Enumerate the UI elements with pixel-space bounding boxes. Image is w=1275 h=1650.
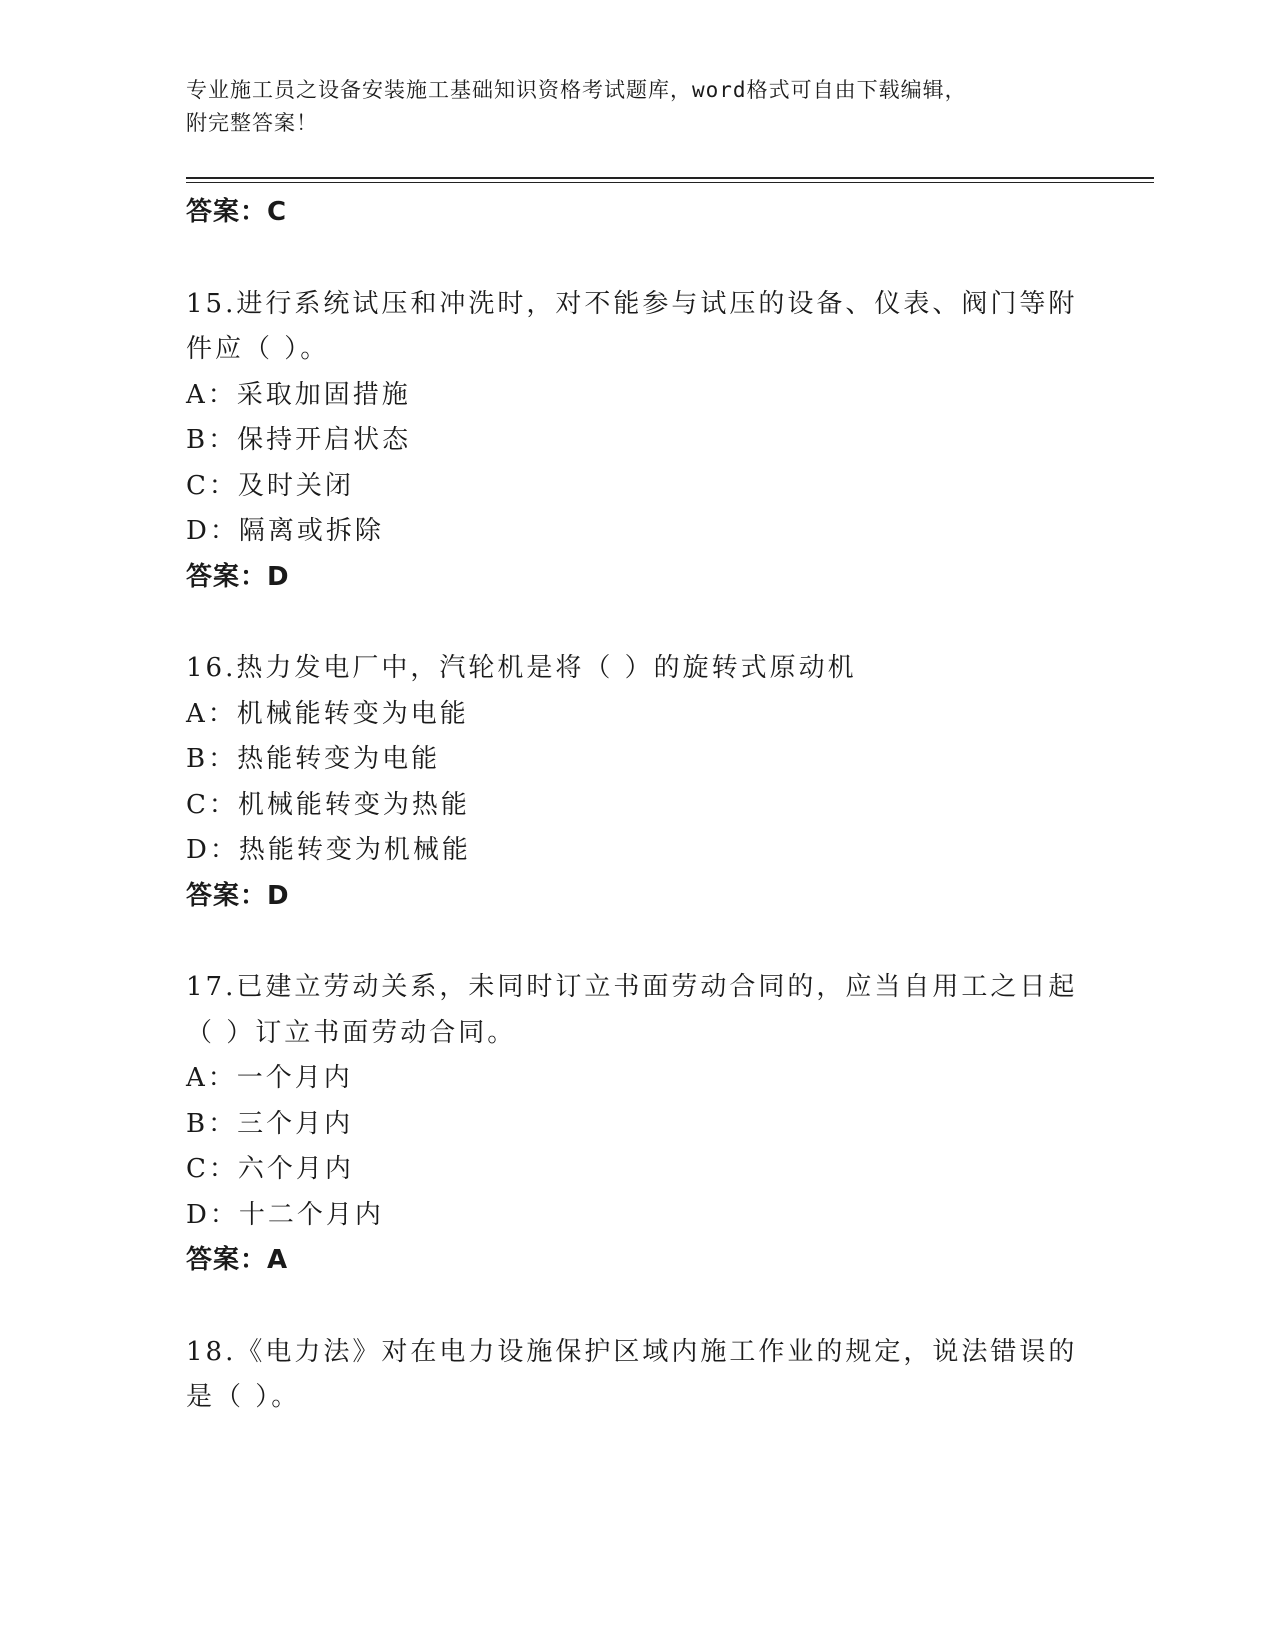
question-stem: 18.《电力法》对在电力设施保护区域内施工作业的规定，说法错误的	[186, 1336, 1078, 1367]
spacer	[186, 236, 1086, 282]
answer: 答案：D	[186, 561, 290, 592]
header-line-1: 专业施工员之设备安装施工基础知识资格考试题库，word格式可自由下载编辑，	[186, 78, 967, 102]
option-c: C：机械能转变为热能	[186, 789, 470, 820]
option-d: D：隔离或拆除	[186, 516, 384, 546]
option-d: D：热能转变为机械能	[186, 835, 471, 865]
option-a: A：机械能转变为电能	[186, 698, 469, 729]
option-a: A：采取加固措施	[186, 379, 411, 410]
answer: 答案：D	[186, 880, 290, 911]
option-b: B：热能转变为电能	[186, 744, 441, 774]
spacer	[186, 600, 1086, 646]
question-stem: 15.进行系统试压和冲洗时，对不能参与试压的设备、仪表、阀门等附	[186, 288, 1078, 319]
spacer	[186, 1284, 1086, 1330]
question-stem: 17.已建立劳动关系，未同时订立书面劳动合同的，应当自用工之日起	[186, 972, 1078, 1002]
question-16	[186, 646, 1086, 919]
header-line-2: 附完整答案！	[186, 111, 318, 135]
question-18	[186, 1330, 1086, 1421]
answer: 答案：A	[186, 1245, 289, 1275]
option-d: D：十二个月内	[186, 1199, 384, 1230]
option-b: B：三个月内	[186, 1108, 354, 1139]
header-rule-thin	[186, 182, 1154, 183]
question-stem: 是（ ）。	[186, 1382, 301, 1412]
spacer	[186, 919, 1086, 965]
question-stem: 件应（ ）。	[186, 334, 330, 364]
page-header	[186, 74, 1086, 140]
question-stem: 16.热力发电厂中，汽轮机是将（ ）的旋转式原动机	[186, 653, 857, 683]
question-list	[186, 190, 1086, 1421]
option-c: C：六个月内	[186, 1154, 354, 1184]
option-b: B：保持开启状态	[186, 425, 412, 455]
option-c: C：及时关闭	[186, 470, 354, 501]
question-stem: （ ）订立书面劳动合同。	[186, 1017, 517, 1048]
option-a: A：一个月内	[186, 1063, 353, 1093]
previous-answer: 答案：C	[186, 197, 288, 227]
question-15	[186, 282, 1086, 601]
header-rule-thick	[186, 177, 1154, 179]
question-17	[186, 965, 1086, 1284]
